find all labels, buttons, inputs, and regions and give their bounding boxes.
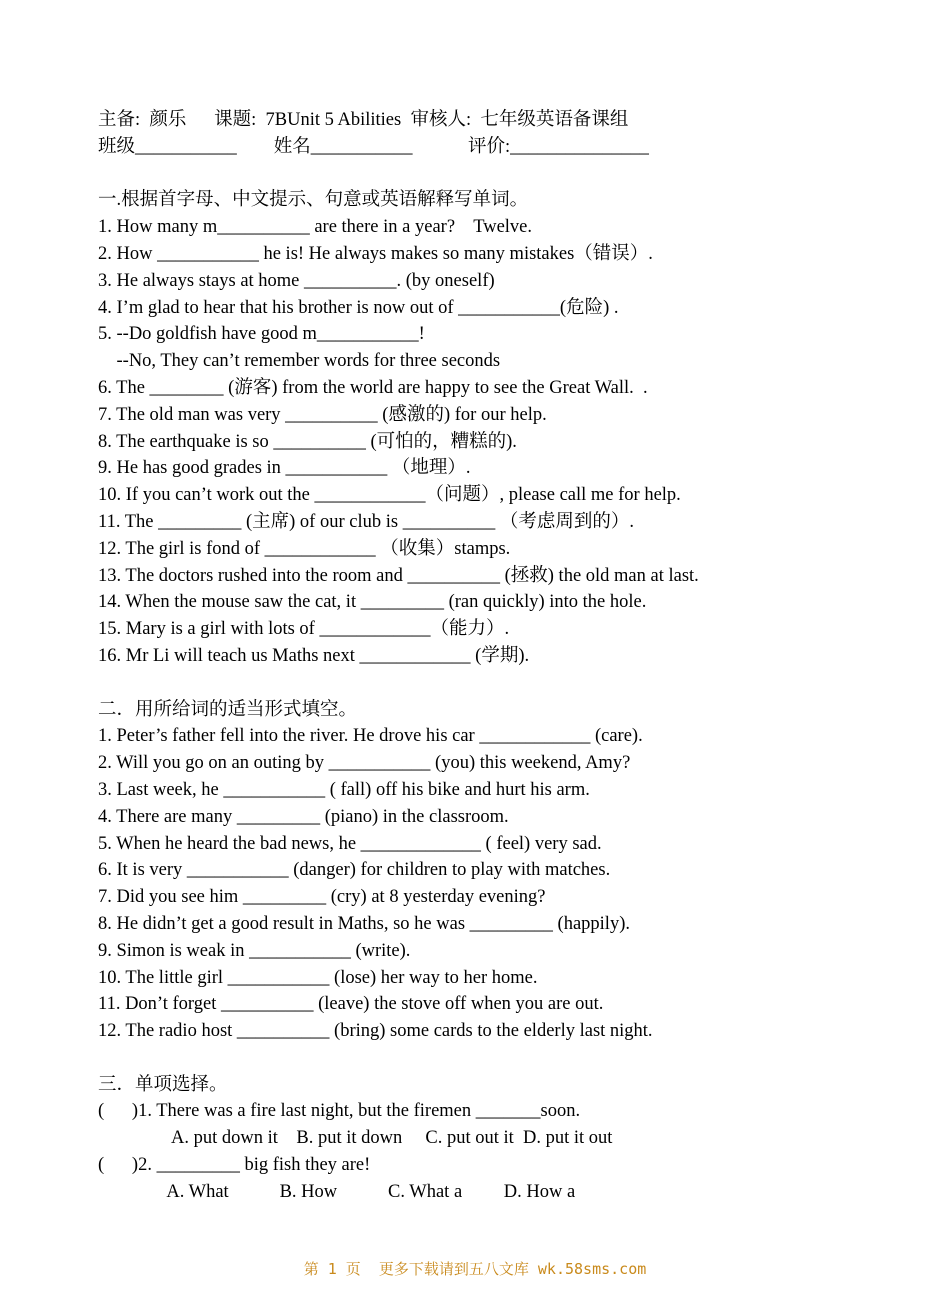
section2-item: 3. Last week, he ___________ ( fall) off his bike and hurt his arm.: [98, 779, 590, 800]
section3-question: ( )2. _________ big fish they are!: [98, 1155, 371, 1176]
section2-item: 12. The radio host __________ (bring) some cards to the elderly last night.: [98, 1021, 653, 1042]
section2-item: 5. When he heard the bad news, he _____________ ( feel) very sad.: [98, 833, 602, 854]
worksheet-page: [98, 107, 918, 1206]
section2-item: 10. The little girl ___________ (lose) her way to her home.: [98, 967, 538, 988]
section3-question: ( )1. There was a fire last night, but the firemen _______soon.: [98, 1101, 581, 1122]
section2-item: 4. There are many _________ (piano) in the classroom.: [98, 806, 509, 827]
section1-title: 一.根据首字母、中文提示、句意或英语解释写单词。: [98, 190, 529, 211]
page-footer: 第 1 页 更多下载请到五八文库 wk.58sms.com: [303, 1260, 647, 1278]
section1-item: 11. The _________ (主席) of our club is __________ （考虑周到的）.: [98, 511, 634, 532]
section1-item: 3. He always stays at home __________. (by oneself): [98, 270, 495, 291]
section1-item: --No, They can’t remember words for three seconds: [98, 351, 501, 372]
section3-title: 三．单项选择。: [98, 1074, 228, 1095]
section2-item: 6. It is very ___________ (danger) for children to play with matches.: [98, 860, 611, 881]
section2-item: 2. Will you go on an outing by ___________ (you) this weekend, Amy?: [98, 753, 631, 774]
section1-item: 5. --Do goldfish have good m___________!: [98, 324, 425, 345]
section1-item: 8. The earthquake is so __________ (可怕的，糟糕的).: [98, 431, 517, 452]
spacer: [98, 1045, 918, 1072]
section1-item: 12. The girl is fond of ____________ （收集）stamps.: [98, 538, 511, 559]
section1-item: 15. Mary is a girl with lots of ____________（能力）.: [98, 619, 510, 640]
section2-item: 7. Did you see him _________ (cry) at 8 yesterday evening?: [98, 887, 546, 908]
section1-item: 13. The doctors rushed into the room and __________ (拯救) the old man at last.: [98, 565, 699, 586]
header-info-line: 主备: 颜乐 课题: 7BUnit 5 Abilities 审核人: 七年级英语备课组: [98, 110, 629, 130]
section3-options: A. What B. How C. What a D. How a: [98, 1181, 576, 1202]
section1-item: 4. I’m glad to hear that his brother is now out of ___________(危险) .: [98, 297, 619, 318]
header-class-line: 班级___________ 姓名___________ 评价:_______________: [98, 136, 649, 157]
section3-options: A. put down it B. put it down C. put out it D. put it out: [98, 1128, 613, 1149]
spacer: [98, 161, 918, 188]
section1-item: 16. Mr Li will teach us Maths next ____________ (学期).: [98, 645, 530, 666]
section2-item: 1. Peter’s father fell into the river. He drove his car ____________ (care).: [98, 726, 643, 747]
section1-item: 9. He has good grades in ___________ （地理）.: [98, 458, 471, 479]
section1-item: 7. The old man was very __________ (感激的) for our help.: [98, 404, 547, 425]
section2-item: 8. He didn’t get a good result in Maths, so he was _________ (happily).: [98, 913, 630, 934]
section1-item: 14. When the mouse saw the cat, it _________ (ran quickly) into the hole.: [98, 592, 647, 613]
section1-item: 10. If you can’t work out the ____________（问题）, please call me for help.: [98, 485, 681, 506]
section2-item: 9. Simon is weak in ___________ (write).: [98, 940, 411, 961]
spacer: [98, 670, 918, 697]
section1-item: 6. The ________ (游客) from the world are happy to see the Great Wall. .: [98, 377, 648, 398]
section2-item: 11. Don’t forget __________ (leave) the stove off when you are out.: [98, 994, 604, 1015]
section1-item: 2. How ___________ he is! He always makes so many mistakes（错误）.: [98, 243, 653, 264]
section1-item: 1. How many m__________ are there in a year? Twelve.: [98, 217, 533, 238]
section2-title: 二．用所给词的适当形式填空。: [98, 699, 358, 720]
